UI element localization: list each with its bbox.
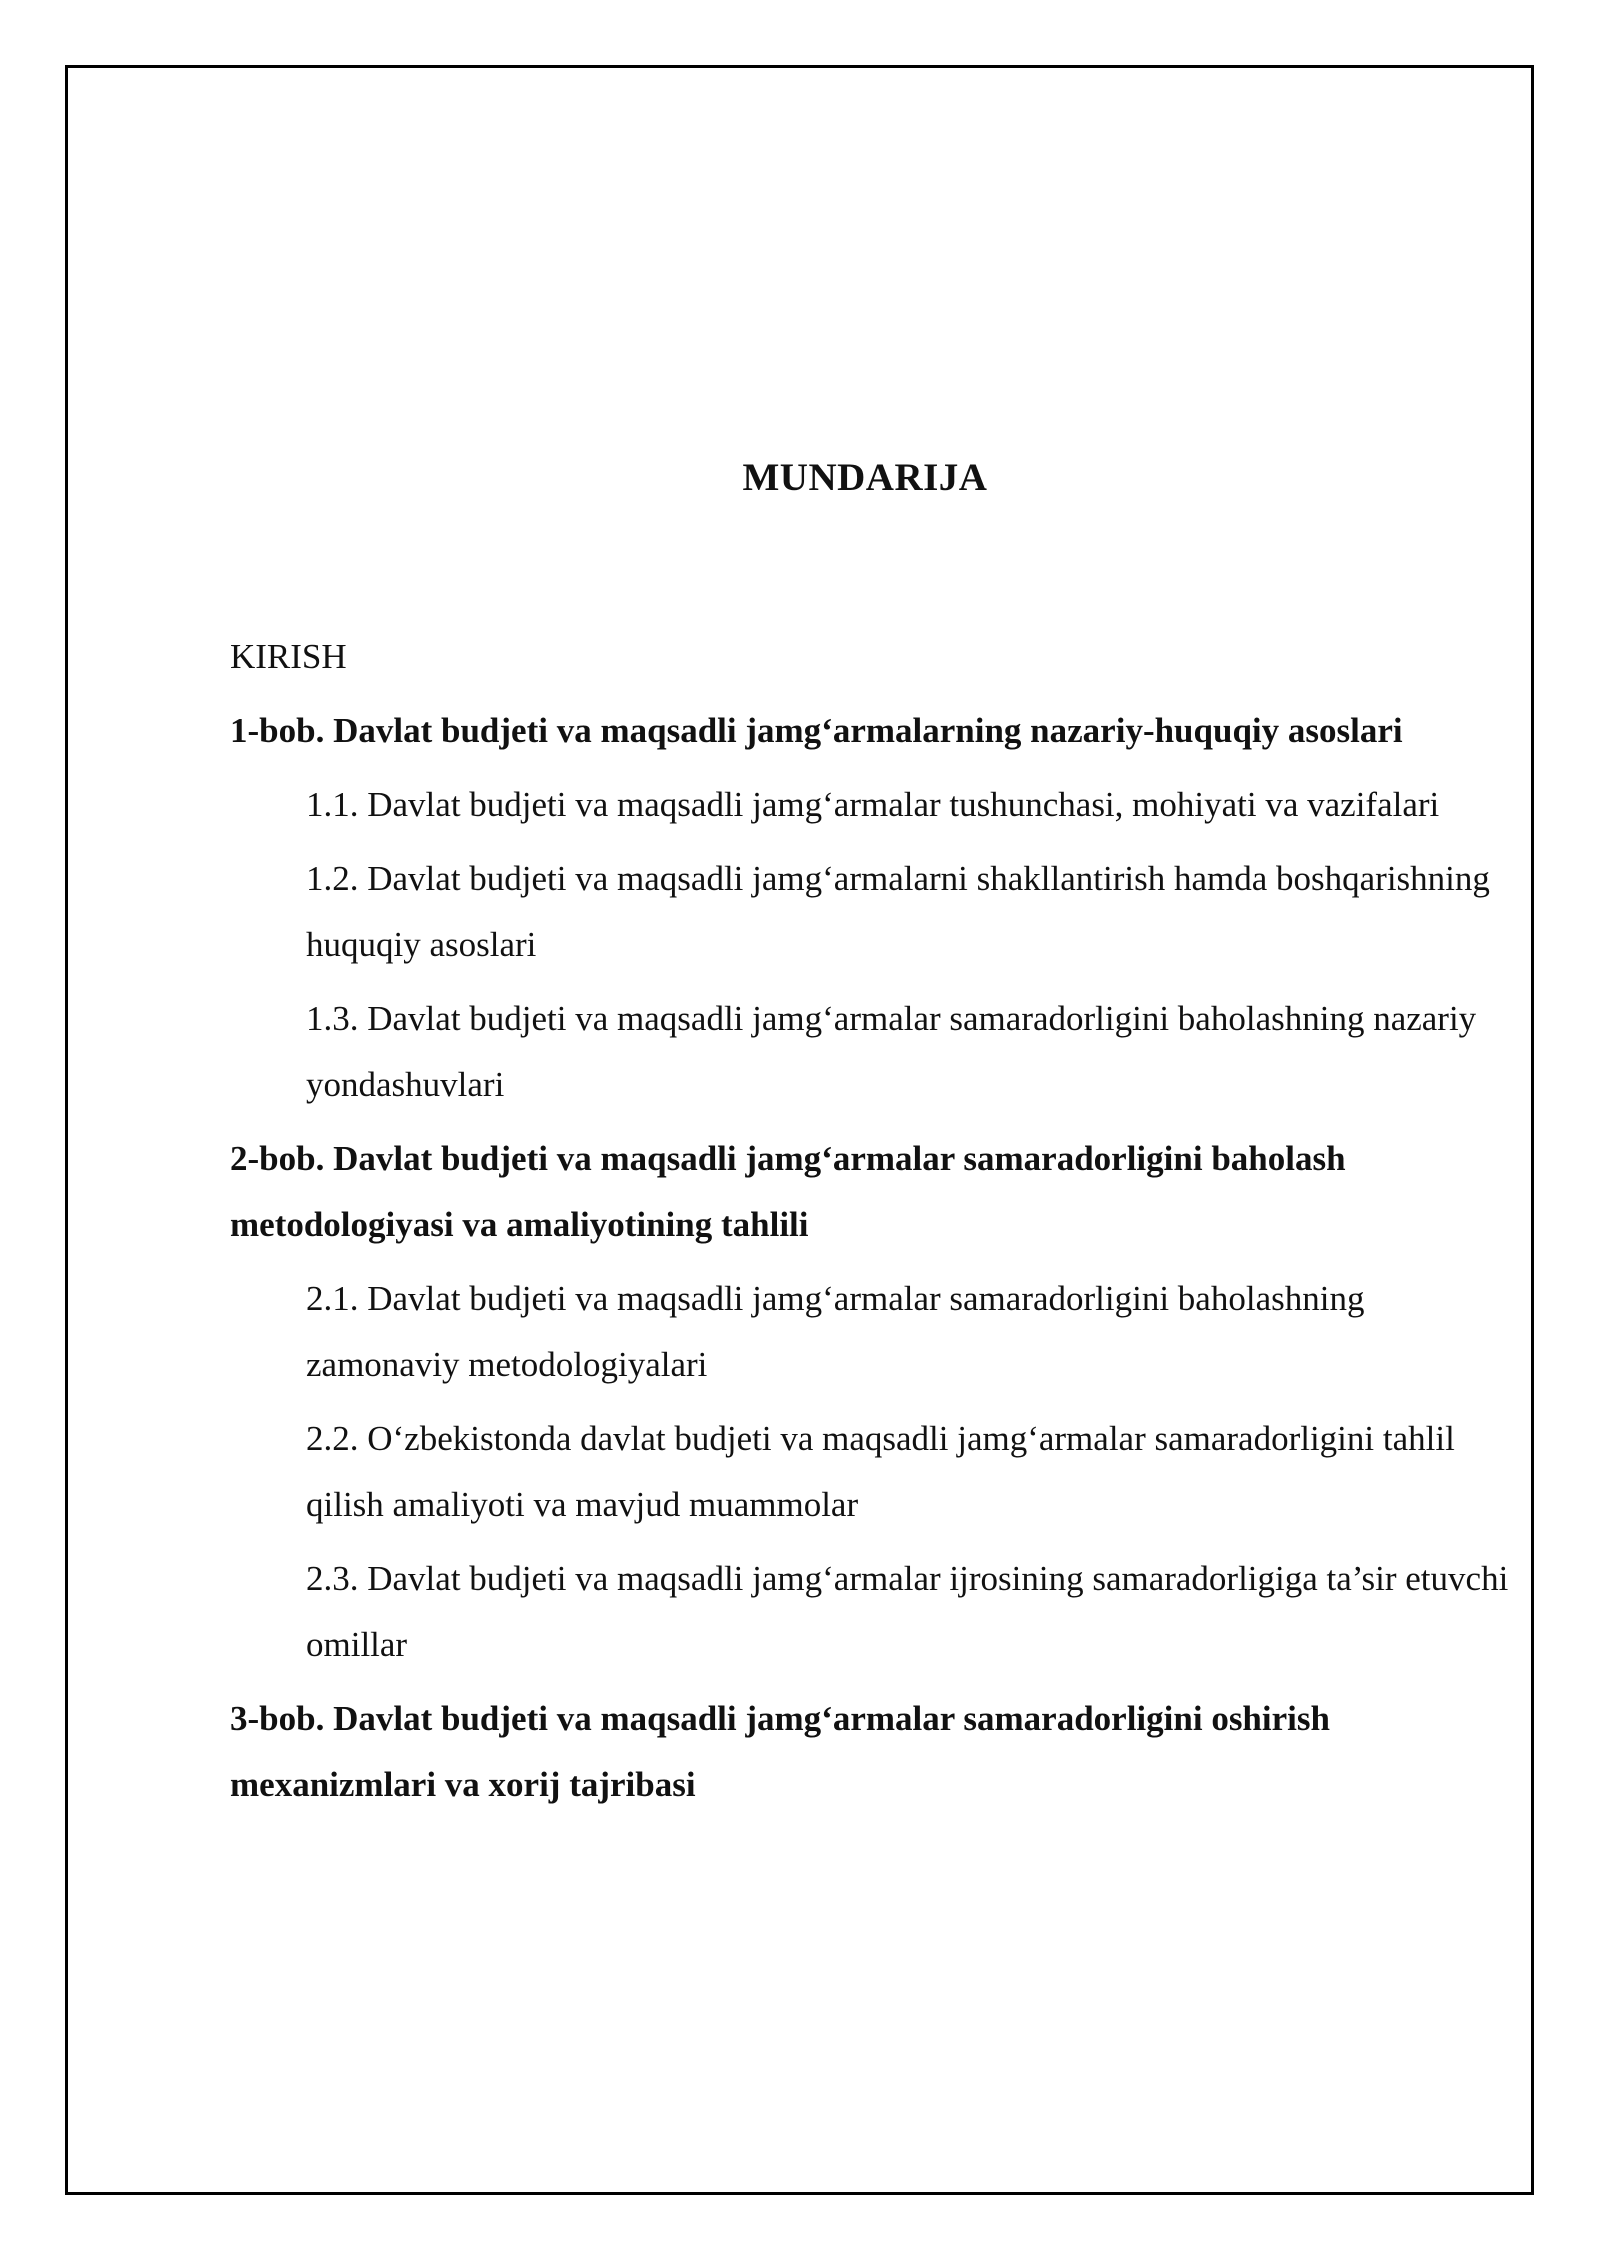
toc-section-1-3: 1.3. Davlat budjeti va maqsadli jamg‘armalar samaradorligini baholashning nazariy yondashuvlari: [306, 999, 1477, 1104]
toc-section-2-3: 2.3. Davlat budjeti va maqsadli jamg‘armalar ijrosining samaradorligiga ta’sir etuvchi omillar: [306, 1559, 1509, 1664]
toc-section-2-2: 2.2. O‘zbekistonda davlat budjeti va maqsadli jamg‘armalar samaradorligini tahlil qilish amaliyoti va mavjud muammolar: [306, 1419, 1455, 1524]
toc-chapter-3: 3-bob. Davlat budjeti va maqsadli jamg‘armalar samaradorligini oshirish mexanizmlari va xorij tajribasi: [230, 1699, 1330, 1804]
toc-chapter-1: 1-bob. Davlat budjeti va maqsadli jamg‘armalarning nazariy-huquqiy asoslari: [230, 711, 1403, 750]
toc-chapter-2: 2-bob. Davlat budjeti va maqsadli jamg‘armalar samaradorligini baholash metodologiyasi va amaliyotining tahlili: [230, 1139, 1346, 1244]
toc-section-1-2: 1.2. Davlat budjeti va maqsadli jamg‘armalarni shakllantirish hamda boshqarishning huquqiy asoslari: [306, 859, 1490, 964]
toc-section-1-1: 1.1. Davlat budjeti va maqsadli jamg‘armalar tushunchasi, mohiyati va vazifalari: [306, 785, 1440, 824]
page-title: MUNDARIJA: [742, 456, 988, 499]
toc-section-2-1: 2.1. Davlat budjeti va maqsadli jamg‘armalar samaradorligini baholashning zamonaviy metodologiyalari: [306, 1279, 1365, 1384]
toc-item-intro: KIRISH: [230, 637, 347, 676]
table-of-contents: [230, 455, 1509, 1826]
